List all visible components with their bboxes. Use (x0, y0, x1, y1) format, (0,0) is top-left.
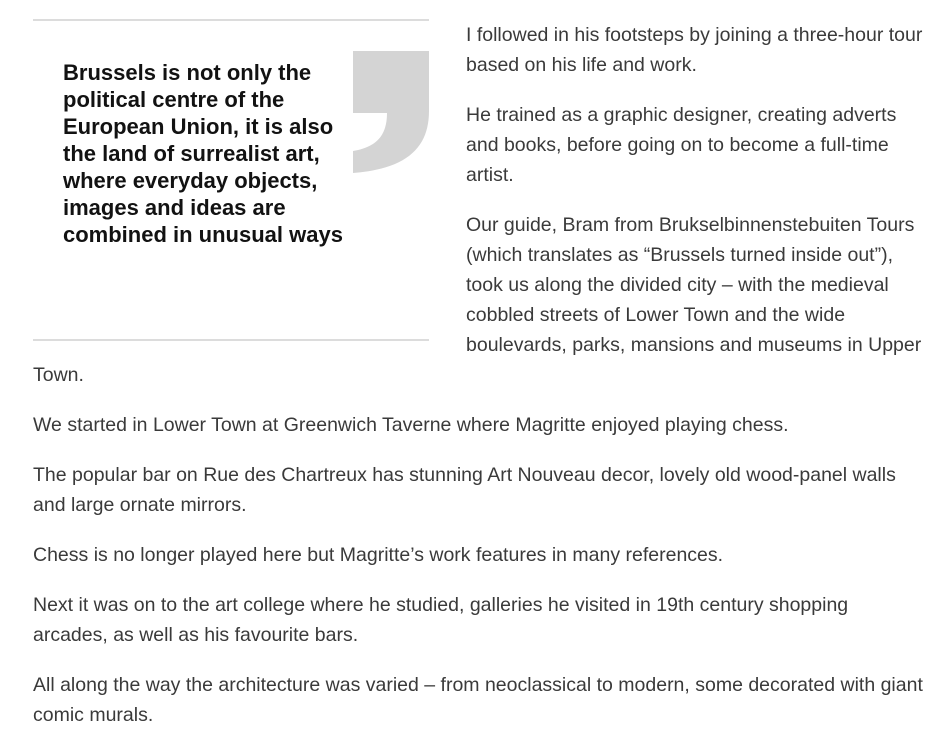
pull-quote-text: Brussels is not only the political centre of the European Union, it is also the land of surrealist art, where everyday objects, images and ideas are combined in unusual ways (63, 60, 343, 247)
article-paragraph: We started in Lower Town at Greenwich Taverne where Magritte enjoyed playing chess. (33, 414, 789, 436)
article-body (33, 0, 923, 750)
article-paragraph: All along the way the architecture was varied – from neoclassical to modern, some decorated with giant comic murals. (33, 674, 923, 726)
article-paragraph: Chess is no longer played here but Magritte’s work features in many references. (33, 544, 724, 566)
article-paragraph: He trained as a graphic designer, creating adverts and books, before going on to become a full-time artist. (466, 104, 897, 186)
article-paragraph: I followed in his footsteps by joining a three-hour tour based on his life and work. (466, 24, 923, 76)
article-paragraph: Next it was on to the art college where he studied, galleries he visited in 19th century shopping arcades, as well as his favourite bars. (33, 594, 849, 646)
article-paragraph: Our guide, Bram from Brukselbinnenstebuiten Tours (which translates as “Brussels turned inside out”), took us along the divided city – with the medieval cobbled streets of Lower Town and the wide boulevards, parks, mansions and museums in Upper Town. (33, 214, 922, 386)
pull-quote (33, 19, 429, 341)
article-paragraph: The popular bar on Rue des Chartreux has stunning Art Nouveau decor, lovely old wood-panel walls and large ornate mirrors. (33, 464, 896, 516)
closing-quote-icon (353, 51, 429, 173)
